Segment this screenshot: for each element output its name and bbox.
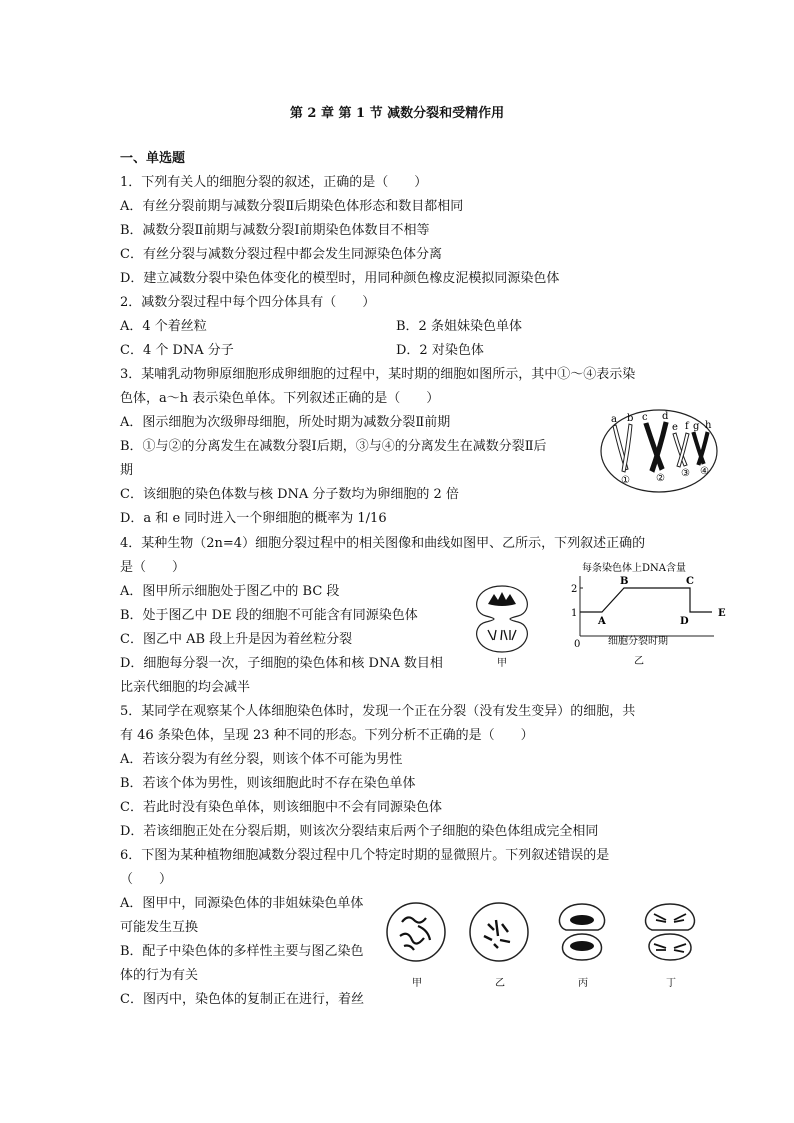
chart-y-axis-label: 每条染色体上DNA含量 xyxy=(582,563,686,574)
q6-option-c-line1: C．图丙中，染色体的复制正在进行，着丝 xyxy=(120,992,364,1007)
q4-option-d-line1: D．细胞每分裂一次，子细胞的染色体和核 DNA 数目相 xyxy=(120,656,443,671)
chromosome-label-1: ① xyxy=(621,475,630,486)
q2-option-d: D．2 对染色体 xyxy=(396,343,484,358)
q6-option-a-line1: A．图甲中，同源染色体的非姐妹染色单体 xyxy=(120,896,364,911)
micrograph-label-yi: 乙 xyxy=(495,978,505,989)
micrograph-ding xyxy=(646,904,695,960)
q6-option-b-line1: B．配子中染色体的多样性主要与图乙染色 xyxy=(120,944,364,959)
q4-option-b: B．处于图乙中 DE 段的细胞不可能含有同源染色体 xyxy=(120,608,418,623)
chromatid-label-e: e xyxy=(672,422,678,433)
q2-option-c: C．4 个 DNA 分子 xyxy=(120,343,234,358)
q3-option-a: A．图示细胞为次级卵母细胞，所处时期为减数分裂Ⅱ前期 xyxy=(120,415,451,430)
chromosome-2 xyxy=(644,422,668,472)
q2-stem: 2．减数分裂过程中每个四分体具有（ ） xyxy=(120,295,376,310)
chart-point-label-c: C xyxy=(686,576,694,587)
chart-point-label-a: A xyxy=(598,616,606,627)
chart-point-label-b: B xyxy=(620,576,629,587)
q5-option-b: B．若该个体为男性，则该细胞此时不存在染色单体 xyxy=(120,776,416,791)
chromatid-label-f: f xyxy=(685,421,689,432)
chromosome-label-3: ③ xyxy=(681,468,690,479)
section-heading: 一、单选题 xyxy=(120,151,186,166)
q6-stem-line1: 6．下图为某种植物细胞减数分裂过程中几个特定时期的显微照片。下列叙述错误的是 xyxy=(120,848,610,863)
upper-chromosomes xyxy=(488,592,516,606)
q4-option-c: C．图乙中 AB 段上升是因为着丝粒分裂 xyxy=(120,632,353,647)
chromatid-label-g: g xyxy=(693,421,700,432)
figure-label-yi: 乙 xyxy=(634,656,644,667)
micrograph-jia xyxy=(387,903,445,961)
chart-y-tick-label-2: 2 xyxy=(571,584,578,595)
q5-option-a: A．若该分裂为有丝分裂，则该个体不可能为男性 xyxy=(120,752,403,767)
chromosome-1 xyxy=(613,424,632,472)
chromatid-label-c: c xyxy=(642,412,648,423)
micrograph-yi xyxy=(470,903,528,961)
chromatid-label-h: h xyxy=(705,420,712,431)
q3-stem-line2: 色体，a～h 表示染色单体。下列叙述正确的是（ ） xyxy=(120,391,440,406)
micrograph-label-jia: 甲 xyxy=(412,978,422,989)
lower-chromosomes xyxy=(488,630,516,640)
chromosome-3 xyxy=(673,433,689,467)
q5-option-c: C．若此时没有染色单体，则该细胞中不会有同源染色体 xyxy=(120,800,442,815)
chart-x-axis-label: 细胞分裂时期 xyxy=(608,636,668,647)
chart-origin-label: 0 xyxy=(574,639,581,650)
chromosome-label-2: ② xyxy=(656,473,665,484)
q4-stem-line1: 4．某种生物（2n=4）细胞分裂过程中的相关图像和曲线如图甲、乙所示，下列叙述正确的 xyxy=(120,536,646,551)
q6-option-a-line2: 可能发生互换 xyxy=(120,920,199,935)
q3-option-d: D．a 和 e 同时进入一个卵细胞的概率为 1/16 xyxy=(120,511,387,526)
micrograph-bing xyxy=(559,904,604,960)
q5-stem-line2: 有 46 条染色体，呈现 23 种不同的形态。下列分析不正确的是（ ） xyxy=(120,728,534,743)
q2-option-b: B．2 条姐妹染色单体 xyxy=(396,319,522,334)
chromatid-label-a: a xyxy=(611,414,617,425)
chromatid-label-b: b xyxy=(627,413,634,424)
q4-figure-jia xyxy=(466,582,538,670)
chromosome-4 xyxy=(692,432,709,465)
q2-option-a: A．4 个着丝粒 xyxy=(120,319,207,334)
chromosome-label-4: ④ xyxy=(700,466,709,477)
q3-option-b-line2: 期 xyxy=(120,463,134,478)
chart-series-line xyxy=(580,588,712,612)
figure-label-jia: 甲 xyxy=(497,658,507,669)
q6-micrographs xyxy=(384,896,724,992)
q4-chart-yi xyxy=(564,560,724,672)
q4-option-a: A．图甲所示细胞处于图乙中的 BC 段 xyxy=(120,584,340,599)
q3-cell-figure xyxy=(598,408,720,494)
page-title: 第 2 章 第 1 节 减数分裂和受精作用 xyxy=(289,106,505,121)
micrograph-label-ding: 丁 xyxy=(666,978,676,989)
q1-stem: 1．下列有关人的细胞分裂的叙述，正确的是（ ） xyxy=(120,175,428,190)
chromatid-label-d: d xyxy=(662,411,669,422)
q3-stem-line1: 3．某哺乳动物卵原细胞形成卵细胞的过程中，某时期的细胞如图所示，其中①～④表示染 xyxy=(120,367,636,382)
q1-option-c: C．有丝分裂与减数分裂过程中都会发生同源染色体分离 xyxy=(120,247,442,262)
q5-option-d: D．若该细胞正处在分裂后期，则该次分裂结束后两个子细胞的染色体组成完全相同 xyxy=(120,824,599,839)
q1-option-a: A．有丝分裂前期与减数分裂Ⅱ后期染色体形态和数目都相同 xyxy=(120,199,464,214)
q3-option-c: C．该细胞的染色体数与核 DNA 分子数均为卵细胞的 2 倍 xyxy=(120,487,459,502)
q6-option-b-line2: 体的行为有关 xyxy=(120,968,199,983)
q4-option-d-line2: 比亲代细胞的均会减半 xyxy=(120,680,251,695)
chart-point-label-e: E xyxy=(718,608,726,619)
chart-point-label-d: D xyxy=(680,616,689,627)
q5-stem-line1: 5．某同学在观察某个人体细胞染色体时，发现一个正在分裂（没有发生变异）的细胞，共 xyxy=(120,704,636,719)
chart-y-tick-label-1: 1 xyxy=(571,608,578,619)
q1-option-d: D．建立减数分裂中染色体变化的模型时，用同种颜色橡皮泥模拟同源染色体 xyxy=(120,271,560,286)
micrograph-label-bing: 丙 xyxy=(578,978,588,989)
q1-option-b: B．减数分裂Ⅱ前期与减数分裂Ⅰ前期染色体数目不相等 xyxy=(120,223,430,238)
q4-stem-line2: 是（ ） xyxy=(120,560,186,575)
q3-option-b-line1: B．①与②的分离发生在减数分裂Ⅰ后期，③与④的分离发生在减数分裂Ⅱ后 xyxy=(120,439,547,454)
q6-stem-line2: （ ） xyxy=(120,872,173,887)
